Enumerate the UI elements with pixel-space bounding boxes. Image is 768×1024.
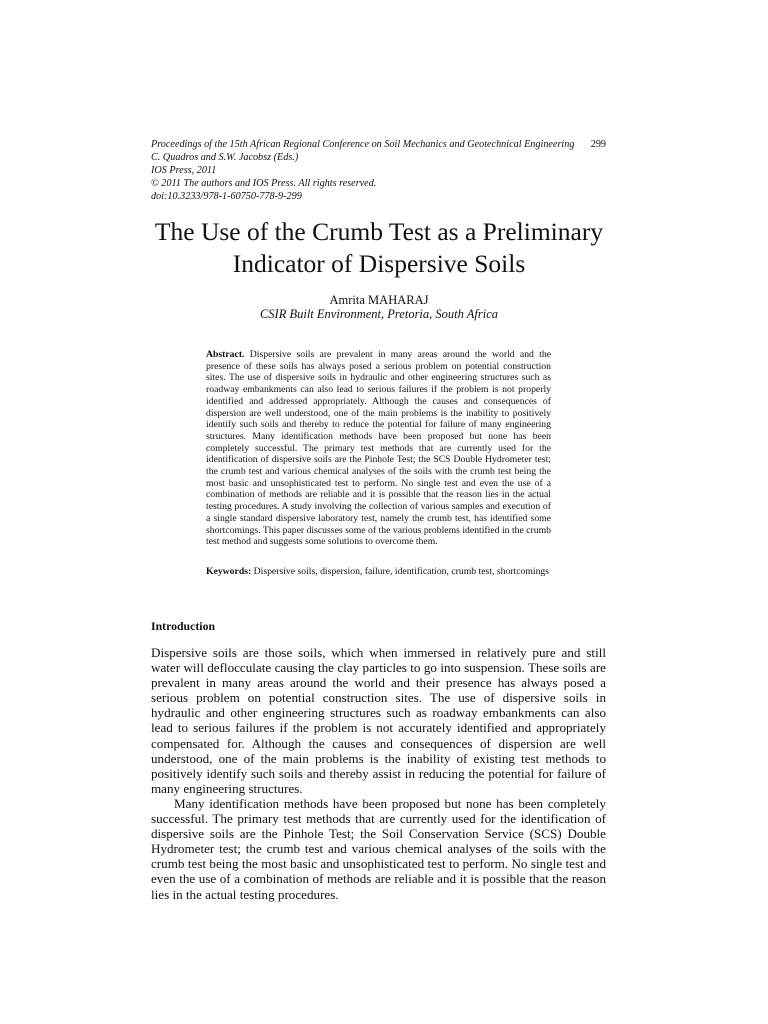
author-name: Amrita MAHARAJ [329,293,429,307]
page-number: 299 [590,139,606,150]
doi-line: doi:10.3233/978-1-60750-778-9-299 [151,191,302,202]
editors-line: C. Quadros and S.W. Jacobsz (Eds.) [151,152,299,163]
copyright-line: © 2011 The authors and IOS Press. All rights reserved. [151,178,377,189]
keywords-text: Dispersive soils, dispersion, failure, identification, crumb test, shortcomings [253,566,550,577]
introduction-body [151,645,606,902]
paper-title: The Use of the Crumb Test as a Preliminary Indicator of Dispersive Soils [154,217,604,278]
proceedings-title: Proceedings of the 15th African Regional Conference on Soil Mechanics and Geotechnical Engineering [151,139,575,150]
running-header [151,138,606,203]
abstract-block [206,349,551,548]
section-heading-introduction: Introduction [151,619,216,633]
body-paragraph: Dispersive soils are those soils, which when immersed in relatively pure and still water will deflocculate causing the clay particles to go into suspension. These soils are prevalent in many areas around the world and their presence has always posed a serious problem on potential construction sites. The use of dispersive soils in hydraulic and other engineering structures such as roadway embankments can also lead to serious failures if the problem is not accurately identified and appropriately compensated for. Although the causes and consequences of dispersion are well understood, one of the main problems is the inability of existing test methods to positively identify such soils and thereby assist in reducing the potential for failure of many engineering structures. [151,645,606,796]
abstract-label: Abstract. [206,349,245,360]
keywords-label: Keywords: [206,566,252,577]
proceedings-line [151,138,606,151]
abstract-text: Dispersive soils are prevalent in many areas around the world and the presence of these soils has always posed a serious problem on potential construction sites. The use of dispersive soils in hydraulic and other engineering structures such as roadway embankments can also lead to serious failures if the problem is not properly identified and addressed appropriately. Although the causes and consequences of dispersion are well understood, one of the main problems is the inability to positively identify such soils and thereby to reduce the potential for failure of many engineering structures. Many identification methods have been proposed but none has been completely successful. The primary test methods that are currently used for the identification of dispersive soils are the Pinhole Test; the SCS Double Hydrometer test; the crumb test and various chemical analyses of the soils with the crumb test being the most basic and unsophisticated test to perform. No single test and even the use of a combination of methods are reliable and it is possible that the reason lies in the actual testing procedures. A study involving the collection of various samples and execution of a single standard dispersive laboratory test, namely the crumb test, has identified some shortcomings. This paper discusses some of the various problems identified in the crumb test method and suggests some solutions to overcome them. [206,349,551,548]
publisher-line: IOS Press, 2011 [151,165,217,176]
author-affiliation: CSIR Built Environment, Pretoria, South Africa [259,307,499,321]
keywords-block [206,566,551,578]
body-paragraph: Many identification methods have been proposed but none has been completely successful. The primary test methods that are currently used for the identification of dispersive soils are the Pinhole Test; the Soil Conservation Service (SCS) Double Hydrometer test; the crumb test and various chemical analyses of the soils with the crumb test being the most basic and unsophisticated test to perform. No single test and even the use of a combination of methods are reliable and it is possible that the reason lies in the actual testing procedures. [151,795,606,902]
